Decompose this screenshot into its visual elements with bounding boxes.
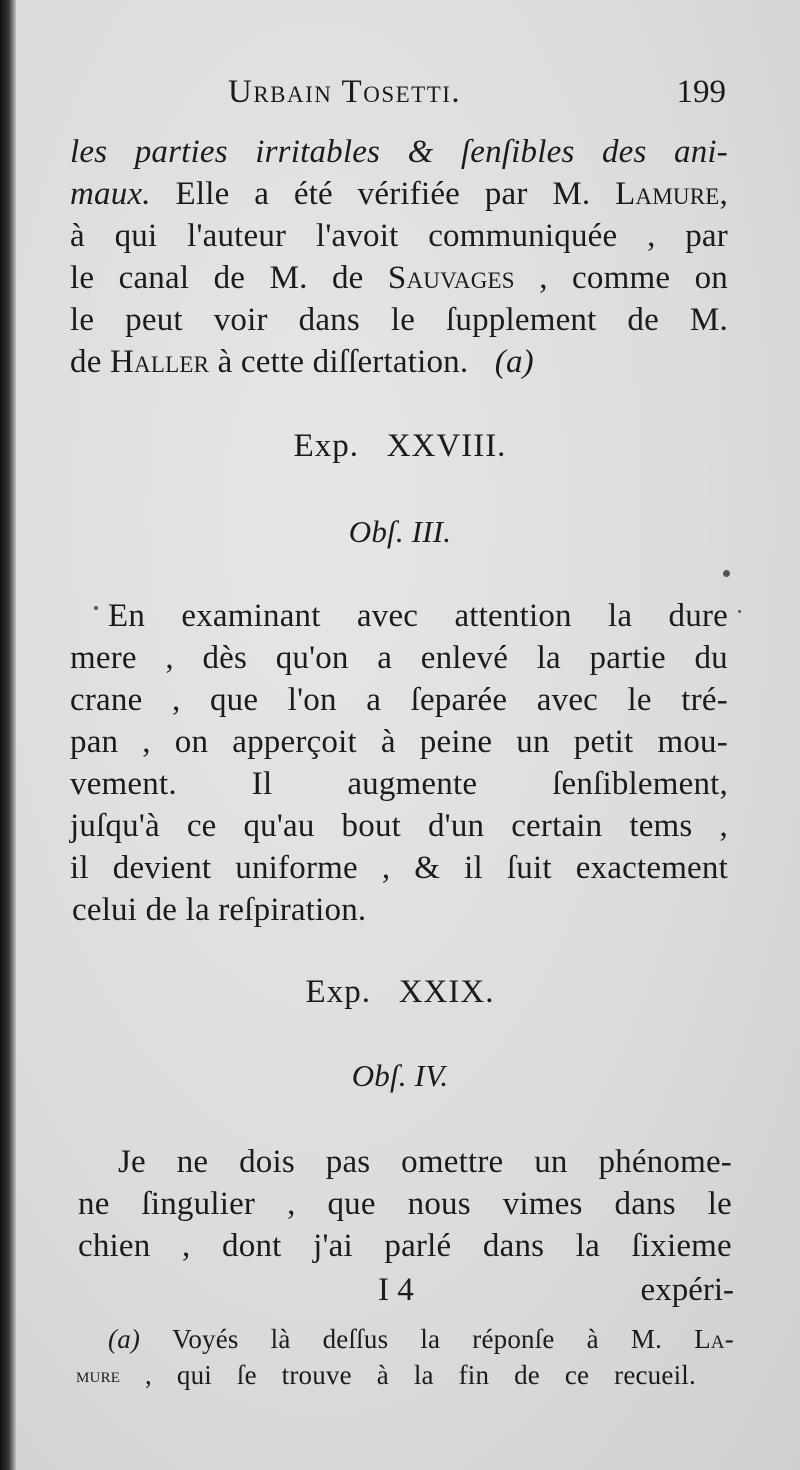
experiment-heading-xxix: Exp. XXIX. [305, 974, 495, 1010]
ink-speck [94, 606, 98, 610]
catchword: expéri- [640, 1272, 734, 1308]
paragraph-2-line-8: celui de la reſpiration. [72, 892, 367, 928]
paragraph-2-line-1: En examinant avec attention la dure [108, 598, 728, 634]
paragraph-3-line-1: Je ne dois pas omettre un phénome- [118, 1144, 732, 1180]
observation-heading-iii: Obſ. III. [348, 514, 452, 549]
ink-speck [738, 610, 741, 613]
experiment-heading-xxviii: Exp. XXVIII. [293, 428, 507, 464]
paragraph-2-line-7: il devient uniforme , & il ſuit exactement [70, 850, 728, 886]
paragraph-1-line-2: maux. Elle a été vérifiée par M. Lamure, [70, 176, 728, 212]
paragraph-1-line-4: le canal de M. de Sauvages , comme on [70, 260, 728, 296]
paragraph-2-line-3: crane , que l'on a ſeparée avec le tré- [70, 682, 728, 718]
signature-mark: I 4 [378, 1272, 414, 1308]
paragraph-3-line-2: ne ſingulier , que nous vimes dans le [78, 1186, 732, 1222]
page-number: 199 [676, 74, 726, 110]
paragraph-2-line-5: vement. Il augmente ſenſiblement, [70, 766, 728, 802]
paragraph-2-line-4: pan , on apperçoit à peine un petit mou- [70, 724, 728, 760]
page-gutter-shadow [0, 0, 16, 1470]
paragraph-3-line-3: chien , dont j'ai parlé dans la ſixieme [78, 1228, 732, 1264]
paragraph-2-line-6: juſqu'à ce qu'au bout d'un certain tems , [70, 808, 728, 844]
paragraph-1-line-6: de Haller à cette diſſertation. (a) [70, 344, 534, 380]
paragraph-1-line-1: les parties irritables & ſenſibles des ani- [70, 134, 728, 170]
paragraph-1-line-5: le peut voir dans le ſupplement de M. [70, 302, 728, 338]
footnote-line-1: (a) Voyés là deſſus la réponſe à M. La- [108, 1324, 734, 1354]
ink-speck [723, 570, 730, 577]
running-head: Urbain Tosetti. [228, 74, 462, 110]
footnote-line-2: mure , qui ſe trouve à la fin de ce recueil. [76, 1360, 696, 1390]
paragraph-2-line-2: mere , dès qu'on a enlevé la partie du [70, 640, 728, 676]
observation-heading-iv: Obſ. IV. [351, 1058, 449, 1093]
paragraph-1-line-3: à qui l'auteur l'avoit communiquée , par [70, 218, 728, 254]
